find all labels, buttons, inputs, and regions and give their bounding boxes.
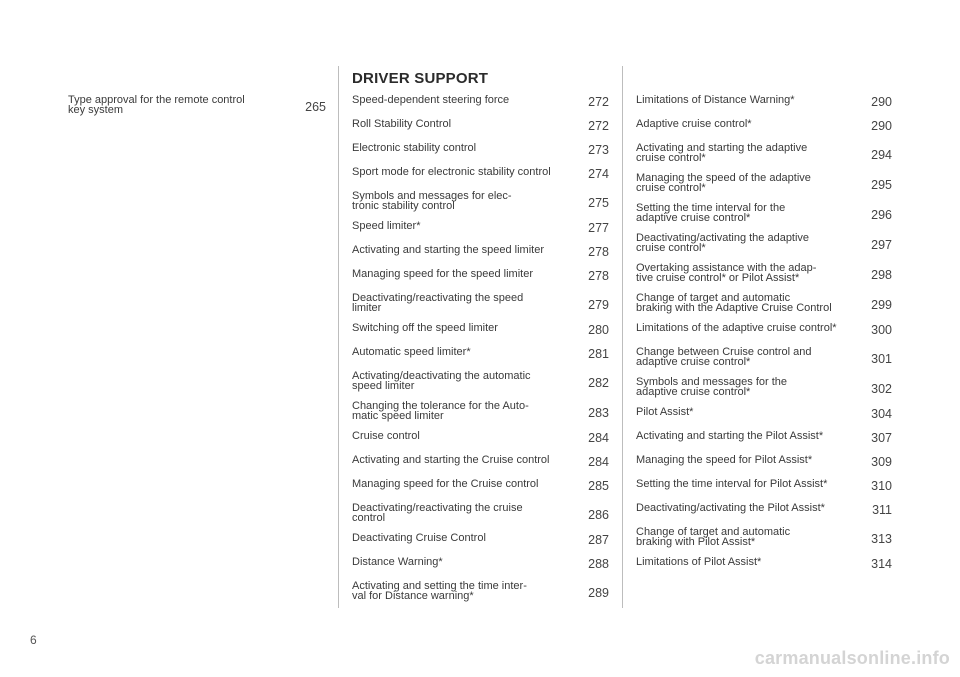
toc-entry-page: 311	[872, 503, 892, 517]
toc-entry[interactable]	[636, 203, 892, 223]
toc-entry-page: 313	[871, 532, 892, 546]
toc-entry-page: 295	[871, 178, 892, 192]
toc-entry-page: 309	[871, 455, 892, 469]
toc-entry-title: Setting the time interval for the adaptive cruise control*	[636, 202, 786, 224]
toc-entry-title: Activating/deactivating the automatic speed limiter	[352, 370, 531, 392]
toc-entry-title: Managing speed for the Cruise control	[352, 478, 539, 490]
toc-entry[interactable]	[352, 431, 609, 444]
toc-entry[interactable]	[352, 533, 609, 546]
toc-entry[interactable]	[352, 269, 609, 282]
toc-entry-page: 284	[588, 431, 609, 445]
toc-entry-page: 278	[588, 245, 609, 259]
toc-entry[interactable]	[636, 347, 892, 367]
toc-entry-page: 287	[588, 533, 609, 547]
toc-entry-title: Activating and setting the time inter- val for Distance warning*	[352, 580, 527, 602]
toc-entry-page: 302	[871, 382, 892, 396]
toc-entry[interactable]	[636, 527, 892, 547]
toc-entry[interactable]	[636, 479, 892, 492]
column-divider	[622, 66, 623, 608]
toc-entry-title: Distance Warning*	[352, 556, 443, 568]
toc-entry-page: 272	[588, 119, 609, 133]
toc-entry-title: Setting the time interval for Pilot Assist*	[636, 478, 828, 490]
toc-entry-page: 310	[871, 479, 892, 493]
toc-entry-page: 284	[588, 455, 609, 469]
toc-entry[interactable]	[352, 293, 609, 313]
toc-entry[interactable]	[352, 119, 609, 132]
toc-entry-title: Limitations of the adaptive cruise control*	[636, 322, 837, 334]
toc-entry[interactable]	[352, 191, 609, 211]
toc-entry-page: 301	[871, 352, 892, 366]
toc-entry[interactable]	[352, 401, 609, 421]
toc-entry-title: Sport mode for electronic stability control	[352, 166, 551, 178]
toc-entry-page: 300	[871, 323, 892, 337]
toc-entry[interactable]	[352, 245, 609, 258]
toc-entry-title: Adaptive cruise control*	[636, 118, 752, 130]
toc-entry[interactable]	[636, 503, 892, 516]
toc-entry-title: Symbols and messages for elec- tronic stability control	[352, 190, 512, 212]
toc-entry-title: Speed-dependent steering force	[352, 94, 510, 106]
toc-entry[interactable]	[636, 557, 892, 570]
toc-entry[interactable]	[636, 143, 892, 163]
toc-entry-title: Cruise control	[352, 430, 420, 442]
toc-entry[interactable]	[636, 263, 892, 283]
toc-entry-title: Activating and starting the Cruise control	[352, 454, 550, 466]
toc-entry-title: Symbols and messages for the adaptive cruise control*	[636, 376, 788, 398]
toc-entry[interactable]	[352, 581, 609, 601]
toc-entry-title: Activating and starting the adaptive cruise control*	[636, 142, 808, 164]
toc-entry-title: Changing the tolerance for the Auto- matic speed limiter	[352, 400, 529, 422]
toc-entry[interactable]	[636, 173, 892, 193]
toc-entry-title: Deactivating Cruise Control	[352, 532, 486, 544]
toc-column-left	[68, 95, 326, 126]
toc-column-middle	[352, 95, 609, 611]
toc-entry-page: 272	[588, 95, 609, 109]
toc-entry[interactable]	[636, 431, 892, 444]
toc-entry[interactable]	[636, 455, 892, 468]
toc-entry[interactable]	[352, 167, 609, 180]
toc-entry-page: 278	[588, 269, 609, 283]
toc-entry[interactable]	[636, 119, 892, 132]
toc-entry-title: Managing speed for the speed limiter	[352, 268, 533, 280]
toc-entry-page: 290	[871, 119, 892, 133]
toc-entry-page: 265	[305, 100, 326, 114]
toc-entry-title: Activating and starting the Pilot Assist*	[636, 430, 824, 442]
toc-entry-title: Activating and starting the speed limiter	[352, 244, 544, 256]
toc-entry[interactable]	[352, 143, 609, 156]
page-number: 6	[30, 633, 37, 647]
toc-entry[interactable]	[636, 407, 892, 420]
toc-entry-title: Overtaking assistance with the adap- tive cruise control* or Pilot Assist*	[636, 262, 817, 284]
toc-entry-page: 279	[588, 298, 609, 312]
toc-entry-page: 299	[871, 298, 892, 312]
toc-entry[interactable]	[352, 455, 609, 468]
toc-column-right	[636, 95, 892, 581]
toc-entry-page: 290	[871, 95, 892, 109]
toc-entry-title: Managing the speed for Pilot Assist*	[636, 454, 813, 466]
toc-entry[interactable]	[352, 557, 609, 570]
toc-entry-title: Deactivating/reactivating the speed limiter	[352, 292, 524, 314]
toc-entry[interactable]	[352, 221, 609, 234]
toc-entry-page: 294	[871, 148, 892, 162]
toc-entry[interactable]	[636, 377, 892, 397]
toc-entry-title: Type approval for the remote control key system	[68, 94, 245, 116]
toc-entry-title: Roll Stability Control	[352, 118, 452, 130]
toc-entry-page: 273	[588, 143, 609, 157]
toc-entry-title: Limitations of Pilot Assist*	[636, 556, 762, 568]
toc-entry-title: Change of target and automatic braking with the Adaptive Cruise Control	[636, 292, 832, 314]
toc-entry-page: 281	[588, 347, 609, 361]
toc-entry[interactable]	[352, 371, 609, 391]
toc-entry-title: Change of target and automatic braking with Pilot Assist*	[636, 526, 791, 548]
watermark: carmanualsonline.info	[754, 648, 950, 668]
toc-entry[interactable]	[352, 95, 609, 108]
toc-entry-page: 274	[588, 167, 609, 181]
toc-entry-page: 297	[871, 238, 892, 252]
toc-entry[interactable]	[636, 323, 892, 336]
toc-entry[interactable]	[68, 95, 326, 115]
toc-entry-page: 314	[871, 557, 892, 571]
toc-entry[interactable]	[352, 479, 609, 492]
toc-entry-page: 275	[588, 196, 609, 210]
toc-entry[interactable]	[352, 347, 609, 360]
toc-entry-title: Electronic stability control	[352, 142, 477, 154]
toc-entry-title: Change between Cruise control and adaptive cruise control*	[636, 346, 812, 368]
toc-entry-page: 304	[871, 407, 892, 421]
toc-entry-page: 283	[588, 406, 609, 420]
toc-entry-page: 289	[588, 586, 609, 600]
toc-entry-title: Speed limiter*	[352, 220, 421, 232]
toc-entry[interactable]	[352, 323, 609, 336]
toc-entry-title: Managing the speed of the adaptive cruise control*	[636, 172, 811, 194]
column-divider	[338, 66, 339, 608]
toc-entry-page: 277	[588, 221, 609, 235]
toc-entry-title: Pilot Assist*	[636, 406, 694, 418]
toc-entry-page: 286	[588, 508, 609, 522]
toc-entry-title: Switching off the speed limiter	[352, 322, 498, 334]
toc-entry[interactable]	[352, 503, 609, 523]
toc-entry[interactable]	[636, 233, 892, 253]
section-title: DRIVER SUPPORT	[352, 70, 489, 87]
toc-entry-page: 280	[588, 323, 609, 337]
toc-entry[interactable]	[636, 95, 892, 108]
toc-entry-page: 288	[588, 557, 609, 571]
toc-entry[interactable]	[636, 293, 892, 313]
toc-entry-title: Automatic speed limiter*	[352, 346, 471, 358]
toc-entry-page: 307	[871, 431, 892, 445]
toc-entry-page: 296	[871, 208, 892, 222]
toc-entry-page: 285	[588, 479, 609, 493]
toc-entry-page: 282	[588, 376, 609, 390]
toc-entry-title: Deactivating/activating the Pilot Assist*	[636, 502, 825, 514]
toc-entry-title: Deactivating/activating the adaptive cruise control*	[636, 232, 810, 254]
toc-entry-title: Deactivating/reactivating the cruise control	[352, 502, 523, 524]
toc-entry-title: Limitations of Distance Warning*	[636, 94, 795, 106]
toc-entry-page: 298	[871, 268, 892, 282]
